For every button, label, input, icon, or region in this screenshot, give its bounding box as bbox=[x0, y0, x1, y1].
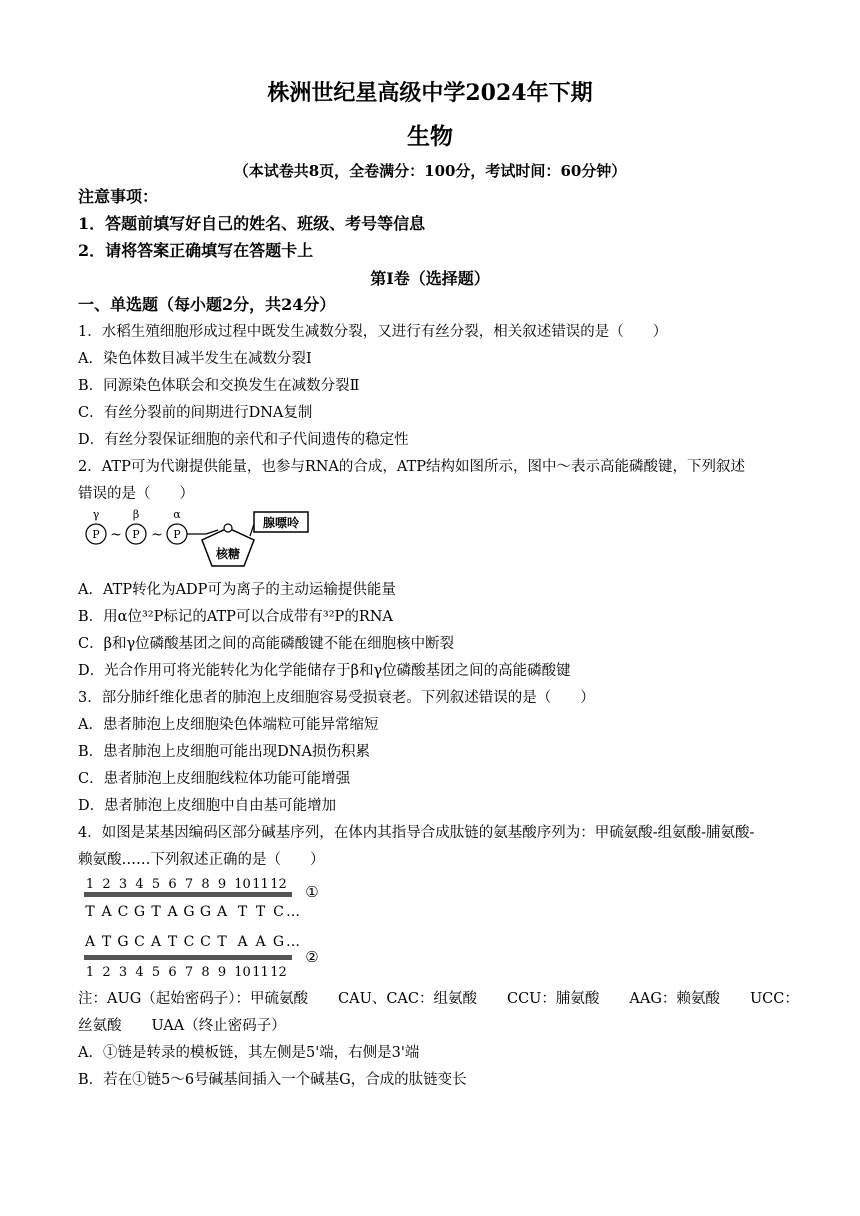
strand-2-base: G bbox=[272, 934, 285, 950]
volume-title: 第I卷（选择题） bbox=[370, 269, 490, 288]
base-position-number: 9 bbox=[217, 877, 227, 892]
base-position-number: 7 bbox=[184, 877, 194, 892]
question-1-option-c: C．有丝分裂前的间期进行DNA复制 bbox=[78, 405, 313, 421]
strand-1-base: A bbox=[216, 904, 228, 920]
codon-note-item: AUG（起始密码子）：甲硫氨酸 bbox=[107, 991, 309, 1007]
base-position-number: 10 bbox=[234, 965, 251, 980]
strand-2-label: ② bbox=[305, 948, 319, 966]
ribose-oxygen bbox=[224, 524, 232, 532]
base-position-number: 3 bbox=[118, 965, 128, 980]
strand-1-base: A bbox=[167, 904, 178, 920]
exam-info: （本试卷共8页，全卷满分：100分，考试时间：60分钟） bbox=[233, 162, 627, 180]
strand-2-bar bbox=[84, 955, 292, 960]
question-4-option-b: B．若在①链5～6号碱基间插入一个碱基G，合成的肽链变长 bbox=[78, 1072, 467, 1088]
base-position-number: 6 bbox=[168, 877, 177, 892]
atp-structure-figure bbox=[78, 506, 318, 572]
strand-2-ellipsis: … bbox=[286, 934, 300, 950]
strand-1-base: T bbox=[85, 904, 95, 920]
strand-2-base: T bbox=[217, 934, 227, 950]
codon-note-item: UCC： bbox=[749, 991, 799, 1007]
base-position-number: 11 bbox=[252, 877, 269, 892]
subject-title: 生物 bbox=[407, 123, 453, 150]
base-position-number: 12 bbox=[270, 965, 287, 980]
school-title: 株洲世纪星高级中学2024年下期 bbox=[267, 80, 593, 106]
codon-note-line2 bbox=[78, 1017, 788, 1035]
beta-label: β bbox=[132, 508, 140, 521]
strand-1-base: C bbox=[117, 904, 129, 920]
strand-2-base: T bbox=[101, 934, 112, 950]
strand-1-base: G bbox=[183, 904, 195, 920]
strand-2-base: A bbox=[84, 934, 96, 950]
base-position-number: 8 bbox=[201, 877, 210, 892]
question-2-stem-line1: 2．ATP可为代谢提供能量，也参与RNA的合成，ATP结构如图所示，图中～表示高能磷酸键，下列叙述 bbox=[78, 459, 746, 475]
base-position-number: 7 bbox=[184, 965, 194, 980]
base-position-number: 2 bbox=[102, 965, 111, 980]
question-4-stem-line2: 赖氨酸……下列叙述正确的是（ ） bbox=[78, 852, 325, 868]
codon-note-item: AAG：赖氨酸 bbox=[629, 991, 720, 1007]
question-4-stem-line1: 4．如图是某基因编码区部分碱基序列，在体内其指导合成肽链的氨基酸序列为：甲硫氨酸-组氨酸-脯氨酸- bbox=[78, 825, 755, 841]
base-position-number: 3 bbox=[118, 877, 128, 892]
base-position-number: 2 bbox=[102, 877, 111, 892]
strand-1-ellipsis: … bbox=[286, 904, 300, 920]
codon-note-item: CAU、CAC：组氨酸 bbox=[338, 991, 477, 1007]
high-energy-bond-1: ~ bbox=[110, 527, 122, 543]
strand-2-base: T bbox=[167, 934, 178, 950]
gamma-label: γ bbox=[92, 508, 100, 521]
codon-note-item: 丝氨酸 bbox=[78, 1018, 122, 1034]
question-2-option-b: B．用α位³²P标记的ATP可以合成带有³²P的RNA bbox=[78, 609, 393, 625]
ribose-label: 核糖 bbox=[215, 547, 241, 561]
base-position-number: 5 bbox=[151, 877, 161, 892]
base-position-number: 5 bbox=[151, 965, 161, 980]
question-2-stem-line2: 错误的是（ ） bbox=[78, 486, 194, 502]
question-1-option-a: A．染色体数目减半发生在减数分裂Ⅰ bbox=[78, 351, 312, 367]
question-3-option-a: A．患者肺泡上皮细胞染色体端粒可能异常缩短 bbox=[78, 717, 379, 733]
high-energy-bond-2: ~ bbox=[151, 527, 163, 543]
part-title: 一、单选题（每小题2分，共24分） bbox=[78, 295, 336, 314]
strand-1-base: G bbox=[199, 904, 212, 920]
question-4-option-a: A．①链是转录的模板链，其左侧是5'端，右侧是3'端 bbox=[78, 1045, 420, 1061]
strand-2-base: A bbox=[237, 934, 248, 950]
question-3-option-c: C．患者肺泡上皮细胞线粒体功能可能增强 bbox=[78, 771, 351, 787]
base-position-number: 8 bbox=[201, 965, 210, 980]
base-position-number: 6 bbox=[168, 965, 177, 980]
strand-2-base: A bbox=[150, 934, 162, 950]
strand-2-base: G bbox=[117, 934, 129, 950]
question-1-option-b: B．同源染色体联会和交换发生在减数分裂Ⅱ bbox=[78, 378, 360, 394]
dna-sequence-figure bbox=[78, 872, 338, 984]
strand-1-base: T bbox=[255, 904, 266, 920]
strand-2-base: C bbox=[200, 934, 211, 950]
base-position-number: 11 bbox=[252, 965, 269, 980]
codon-note-line1 bbox=[78, 990, 799, 1008]
strand-2-base: C bbox=[183, 934, 195, 950]
phosphate-alpha-label: P bbox=[173, 528, 181, 541]
codon-note-prefix: 注： bbox=[78, 991, 107, 1007]
question-3-option-b: B．患者肺泡上皮细胞可能出现DNA损伤积累 bbox=[78, 744, 370, 760]
question-3-stem: 3．部分肺纤维化患者的肺泡上皮细胞容易受损衰老。下列叙述错误的是（ ） bbox=[78, 690, 595, 706]
phosphate-gamma-label: P bbox=[92, 528, 100, 541]
base-position-number: 10 bbox=[234, 877, 251, 892]
question-1-option-d: D．有丝分裂保证细胞的亲代和子代间遗传的稳定性 bbox=[78, 432, 409, 448]
strand-1-label: ① bbox=[305, 883, 319, 901]
question-1-stem: 1．水稻生殖细胞形成过程中既发生减数分裂，又进行有丝分裂，相关叙述错误的是（ ） bbox=[78, 324, 668, 340]
base-position-number: 12 bbox=[270, 877, 287, 892]
strand-1-base: G bbox=[133, 904, 146, 920]
notes-item: 1．答题前填写好自己的姓名、班级、考号等信息 bbox=[78, 214, 426, 233]
base-position-number: 9 bbox=[217, 965, 227, 980]
base-position-number: 1 bbox=[85, 965, 95, 980]
strand-1-base: C bbox=[273, 904, 284, 920]
strand-1-base: A bbox=[101, 904, 112, 920]
question-2-option-a: A．ATP转化为ADP可为离子的主动运输提供能量 bbox=[78, 582, 396, 598]
notes-heading: 注意事项： bbox=[78, 187, 159, 206]
question-2-option-d: D．光合作用可将光能转化为化学能储存于β和γ位磷酸基团之间的高能磷酸键 bbox=[78, 663, 571, 679]
notes-item: 2．请将答案正确填写在答题卡上 bbox=[78, 241, 314, 260]
strand-1-base: T bbox=[151, 904, 161, 920]
strand-1-base: T bbox=[237, 904, 248, 920]
base-position-number: 4 bbox=[135, 877, 144, 892]
codon-note-item: UAA（终止密码子） bbox=[151, 1018, 286, 1034]
strand-1-bar bbox=[84, 892, 292, 897]
strand-2-base: C bbox=[134, 934, 145, 950]
question-2-option-c: C．β和γ位磷酸基团之间的高能磷酸键不能在细胞核中断裂 bbox=[78, 636, 455, 652]
alpha-label: α bbox=[173, 508, 181, 521]
strand-2-base: A bbox=[255, 934, 266, 950]
codon-note-item: CCU：脯氨酸 bbox=[506, 991, 600, 1007]
base-position-number: 4 bbox=[135, 965, 144, 980]
adenine-label: 腺嘌呤 bbox=[262, 516, 300, 530]
base-position-number: 1 bbox=[85, 877, 95, 892]
question-3-option-d: D．患者肺泡上皮细胞中自由基可能增加 bbox=[78, 798, 337, 814]
phosphate-beta-label: P bbox=[132, 528, 140, 541]
